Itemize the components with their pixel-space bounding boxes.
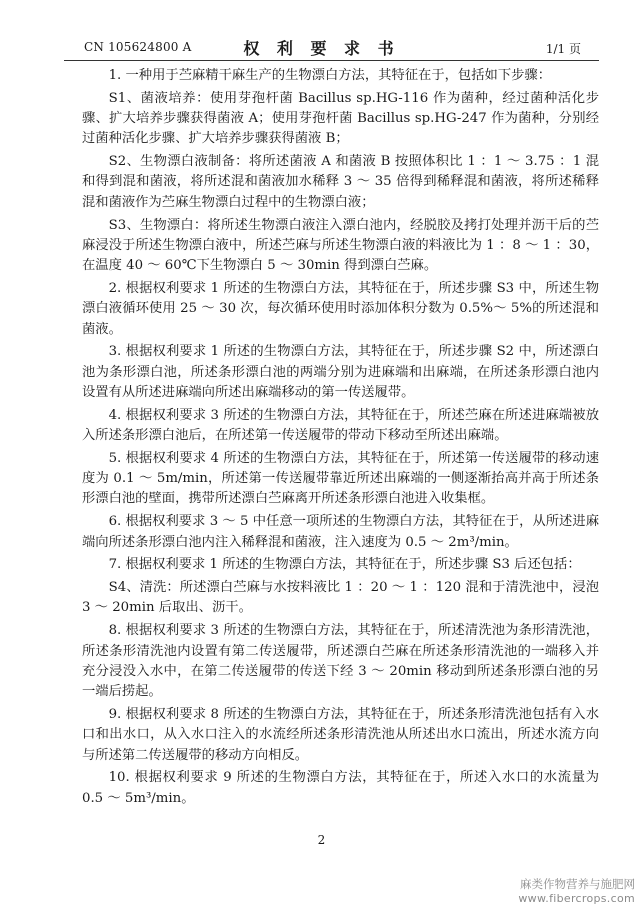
claim-paragraph: 9. 根据权利要求 8 所述的生物漂白方法，其特征在于，所述条形清洗池包括有入水口和出水口，从入水口注入的水流经所述条形清洗池从所述出水口流出，所述水流方向与所述第二传送履带的移动方向相反。 <box>82 706 599 763</box>
claim-paragraph: S1、菌液培养：使用芽孢杆菌 Bacillus sp.HG-116 作为菌种，经过菌种活化步骤、扩大培养步骤获得菌液 A；使用芽孢杆菌 Bacillus sp.HG-247 作为菌种，分别经过菌种活化步骤、扩大培养步骤获得菌液 B； <box>82 90 599 147</box>
doc-number: CN 105624800 A <box>84 40 192 54</box>
header-divider <box>64 60 599 61</box>
site-watermark <box>518 876 635 905</box>
claim-paragraph: 4. 根据权利要求 3 所述的生物漂白方法，其特征在于，所述苎麻在所述进麻端被放入所述条形漂白池后，在所述第一传送履带的带动下移动至所述出麻端。 <box>82 407 599 444</box>
claim-paragraph: S3、生物漂白：将所述生物漂白液注入漂白池内，经脱胶及拷打处理并沥干后的苎麻浸没于所述生物漂白液中，所述苎麻与所述生物漂白液的料液比为 1 ：8 ～ 1 ：30，在温度 40 ～ 60℃下生物漂白 5 ～ 30min 得到漂白苎麻。 <box>82 217 599 274</box>
watermark-site-url: www.fibercrops.com <box>518 892 635 905</box>
claim-paragraph: S4、清洗：所述漂白苎麻与水按料液比 1 ：20 ～ 1 ：120 混和于清洗池中，浸泡 3 ～ 20min 后取出、沥干。 <box>82 580 599 616</box>
page-count: 1/1 页 <box>545 42 581 56</box>
claims-body <box>82 66 599 811</box>
claim-paragraph: 7. 根据权利要求 1 所述的生物漂白方法，其特征在于，所述步骤 S3 后还包括： <box>108 557 581 573</box>
claim-paragraph: 5. 根据权利要求 4 所述的生物漂白方法，其特征在于，所述第一传送履带的移动速度为 0.1 ～ 5m/min，所述第一传送履带靠近所述出麻端的一侧逐渐抬高并高于所述条形漂白池的壁面，携带所述漂白苎麻离开所述条形漂白池进入收集框。 <box>82 450 599 507</box>
claim-paragraph: 8. 根据权利要求 3 所述的生物漂白方法，其特征在于，所述清洗池为条形清洗池，所述条形清洗池内设置有第二传送履带，所述漂白苎麻在所述条形清洗池的一端移入并充分浸没入水中，在第二传送履带的传送下经 3 ～ 20min 移动到所述条形漂白池的另一端后捞起。 <box>82 623 599 700</box>
watermark-site-name: 麻类作物营养与施肥网 <box>520 877 635 891</box>
claim-paragraph: 1. 一种用于苎麻精干麻生产的生物漂白方法，其特征在于，包括如下步骤： <box>108 68 552 83</box>
claim-paragraph: 10. 根据权利要求 9 所述的生物漂白方法，其特征在于，所述入水口的水流量为 0.5 ～ 5m³/min。 <box>82 770 599 806</box>
claim-paragraph: 2. 根据权利要求 1 所述的生物漂白方法，其特征在于，所述步骤 S3 中，所述生物漂白液循环使用 25 ～ 30 次，每次循环使用时添加体积分数为 0.5%～ 5%的所述混和菌液。 <box>82 280 599 337</box>
page-title: 权 利 要 求 书 <box>243 39 400 58</box>
claim-paragraph: 3. 根据权利要求 1 所述的生物漂白方法，其特征在于，所述步骤 S2 中，所述漂白池为条形漂白池，所述条形漂白池的两端分别为进麻端和出麻端，在所述条形漂白池内设置有从所述进麻端向所述出麻端移动的第一传送履带。 <box>82 344 599 400</box>
page-number: 2 <box>317 833 326 847</box>
claim-paragraph: 6. 根据权利要求 3 ～ 5 中任意一项所述的生物漂白方法，其特征在于，从所述进麻端向所述条形漂白池内注入稀释混和菌液，注入速度为 0.5 ～ 2m³/min。 <box>82 514 599 550</box>
claim-paragraph: S2、生物漂白液制备：将所述菌液 A 和菌液 B 按照体积比 1 ：1 ～ 3.75 ：1 混和得到混和菌液，将所述混和菌液加水稀释 3 ～ 35 倍得到稀释混和菌液，将所述稀释混和菌液作为苎麻生物漂白过程中的生物漂白液； <box>82 154 599 210</box>
